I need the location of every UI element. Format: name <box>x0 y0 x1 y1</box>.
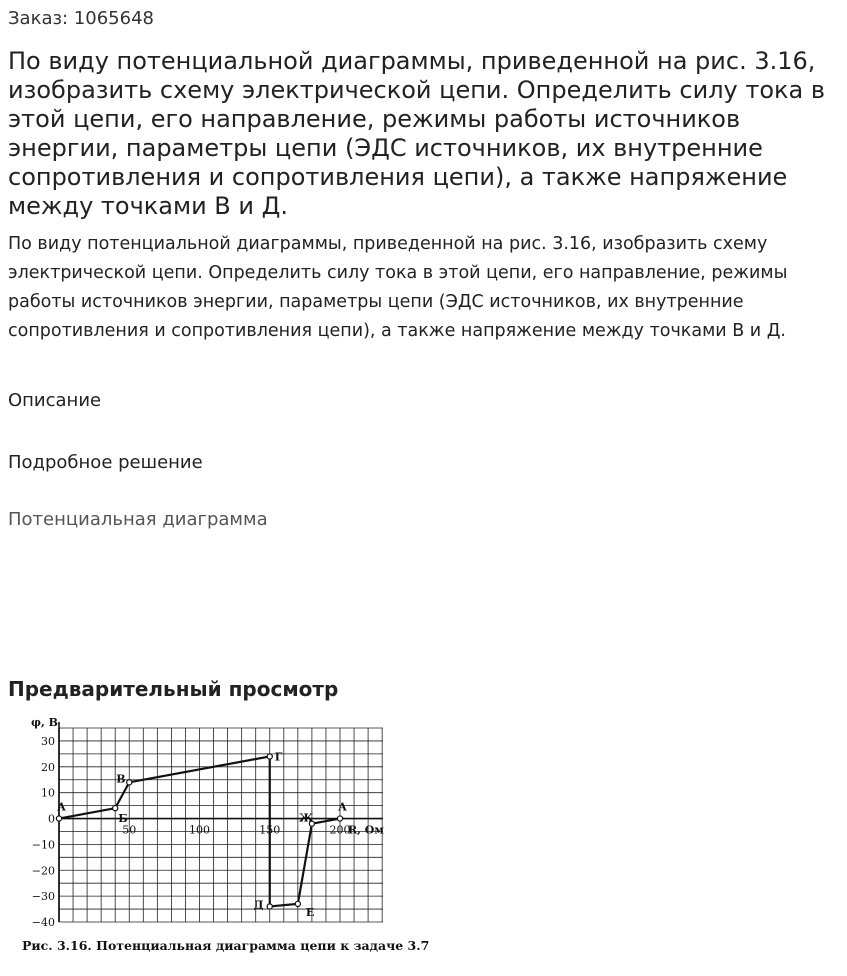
x-tick-label: 200 <box>329 823 351 837</box>
order-number: Заказ: 1065648 <box>8 8 154 29</box>
y-tick-label: −30 <box>31 890 55 904</box>
diagram-link[interactable]: Потенциальная диаграмма <box>8 509 268 530</box>
point-label: Г <box>274 750 283 764</box>
point-label: В <box>116 772 126 786</box>
preview-heading: Предварительный просмотр <box>8 677 339 701</box>
y-axis-label: φ, В <box>31 716 58 729</box>
point-label: Ж <box>298 811 314 825</box>
y-tick-label: 30 <box>41 734 55 748</box>
y-tick-label: 10 <box>41 786 55 800</box>
data-point <box>113 806 118 811</box>
y-tick-label: −10 <box>31 838 55 852</box>
data-point <box>267 754 272 759</box>
point-label: Е <box>305 905 315 919</box>
x-axis-label: R, Ом <box>348 823 384 837</box>
page-title: По виду потенциальной диаграммы, приведенной на рис. 3.16, изобразить схему электрической цепи. Определить силу тока в этой цепи, его направление, режимы работы источников энергии, параметры цепи (ЭДС источников, их внутренние сопротивления и сопротивления цепи), а также напряжение между точками В и Д. <box>8 47 826 220</box>
description-link[interactable]: Описание <box>8 390 102 411</box>
potential-diagram <box>8 712 408 940</box>
y-tick-label: 20 <box>41 760 55 774</box>
point-label: А <box>57 800 66 814</box>
data-point <box>267 904 272 909</box>
solution-link[interactable]: Подробное решение <box>8 452 203 473</box>
chart-svg <box>8 712 408 936</box>
task-description: По виду потенциальной диаграммы, приведенной на рис. 3.16, изобразить схему электрической цепи. Определить силу тока в этой цепи, его направление, режимы работы источников энергии, параметры цепи (ЭДС источников, их внутренние сопротивления и сопротивления цепи), а также напряжение между точками В и Д. <box>8 234 788 341</box>
y-tick-label: 0 <box>48 812 55 826</box>
x-tick-label: 50 <box>122 823 137 837</box>
x-tick-label: 100 <box>189 823 210 837</box>
y-tick-label: −20 <box>31 864 55 878</box>
point-label: А <box>338 800 347 814</box>
data-point <box>337 816 342 821</box>
x-tick-label: 150 <box>259 823 281 837</box>
figure-caption: Рис. 3.16. Потенциальная диаграмма цепи к задаче 3.7 <box>22 938 430 953</box>
data-point <box>295 901 300 906</box>
y-tick-label: −40 <box>31 916 55 929</box>
point-label: Д <box>253 898 264 912</box>
data-point <box>127 780 132 785</box>
data-point <box>56 816 61 821</box>
point-label: Б <box>118 812 128 826</box>
